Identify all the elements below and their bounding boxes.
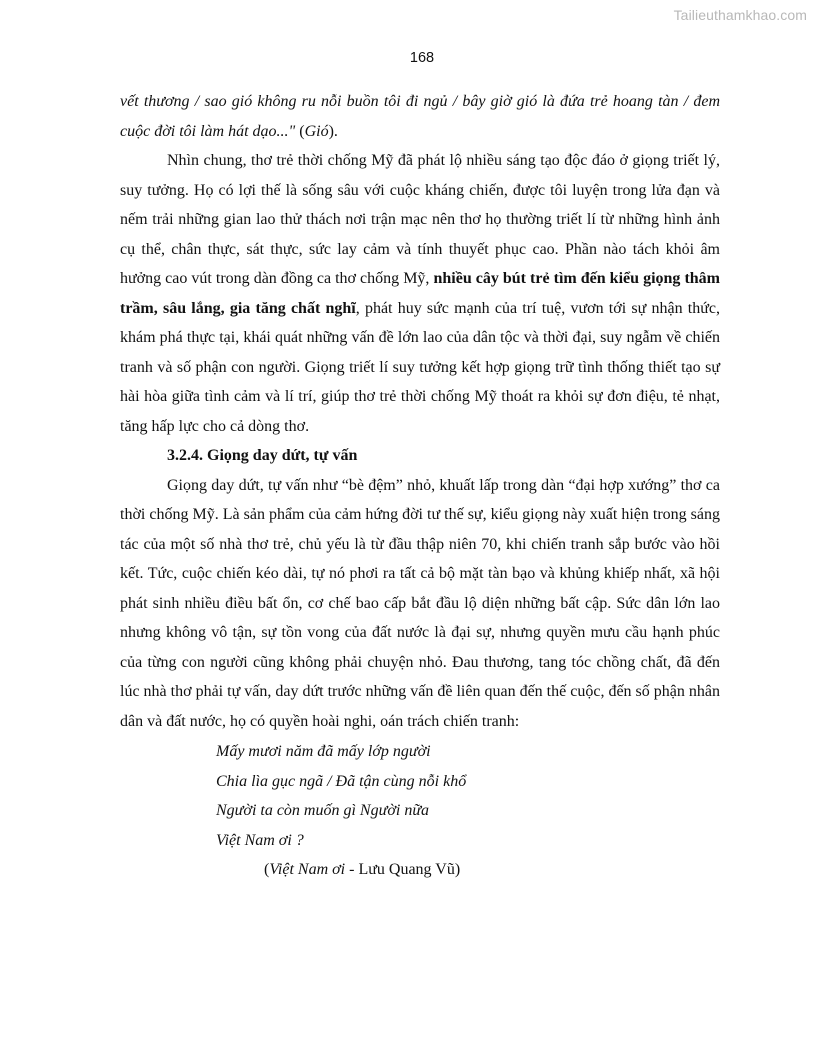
attribution-title: Việt Nam ơi xyxy=(269,861,346,878)
attribution-author: - Lưu Quang Vũ) xyxy=(345,861,461,878)
poem-block xyxy=(120,737,720,855)
poem-line: Chia lìa gục ngã / Đã tận cùng nỗi khổ xyxy=(216,772,467,790)
poem-line: Việt Nam ơi ? xyxy=(216,831,304,849)
body-paragraph-2: Giọng day dứt, tự vấn như “bè đệm” nhỏ, khuất lấp trong dàn “đại hợp xướng” thơ ca thời chống Mỹ. Là sản phẩm của cảm hứng đời tư thế sự, kiểu giọng này xuất hiện trong sáng tác của một số nhà thơ trẻ, chủ yếu là từ đầu thập niên 70, khi chiến tranh sắp bước vào hồi kết. Tức, cuộc chiến kéo dài, tự nó phơi ra tất cả bộ mặt tàn bạo và khủng khiếp nhất, xã hội phát sinh nhiều điều bất ổn, cơ chế bao cấp bắt đầu lộ diện những bất cập. Sức dân lớn lao nhưng không vô tận, sự tồn vong của đất nước là đại sự, nhưng quyền mưu cầu hạnh phúc của từng con người cũng không phải chuyện nhỏ. Đau thương, tang tóc chồng chất, đã đến lúc nhà thơ phải tự vấn, day dứt trước những vấn đề liên quan đến thế cuộc, đến số phận nhân dân và đất nước, họ có quyền hoài nghi, oán trách chiến tranh: xyxy=(120,476,720,730)
page-number: 168 xyxy=(409,50,435,66)
intro-quote-text: vết thương / sao gió không ru nỗi buồn tôi đi ngủ / bây giờ gió là đứa trẻ hoang tàn / đem cuộc đời tôi làm hát dạo..." xyxy=(120,93,720,140)
poem-attribution xyxy=(120,855,720,885)
section-heading: 3.2.4. Giọng day dứt, tự vấn xyxy=(167,447,358,464)
intro-quote-paragraph xyxy=(120,87,720,146)
paragraph-1-bold-text: nhiều cây bút trẻ tìm đến kiểu giọng thâm trầm, sâu lắng, gia tăng chất nghĩ xyxy=(120,270,721,317)
paragraph-1-text-before: Nhìn chung, thơ trẻ thời chống Mỹ đã phát lộ nhiều sáng tạo độc đáo ở giọng triết lý, suy tưởng. Họ có lợi thế là sống sâu với cuộc kháng chiến, được tôi luyện trong lửa đạn và nếm trải những gian lao thử thách nơi trận mạc nên thơ họ thường triết lí từ những hình ảnh cụ thể, chân thực, sát thực, sức lay cảm và tính thuyết phục cao. Phần nào tách khỏi âm hưởng cao vút trong dàn đồng ca thơ chống Mỹ, xyxy=(120,152,720,287)
poem-line: Mấy mươi năm đã mấy lớp người xyxy=(216,743,431,760)
attribution-open: ( xyxy=(264,861,270,878)
intro-quote-source-close: ). xyxy=(328,122,338,140)
watermark: Tailieuthamkhao.com xyxy=(673,7,807,23)
document-body xyxy=(120,87,720,885)
intro-quote-source-title: Gió xyxy=(304,122,329,140)
paragraph-1-text-after: , phát huy sức mạnh của trí tuệ, vươn tới sự nhận thức, khám phá thực tại, khái quát những vấn đề lớn lao của dân tộc và thời đại, suy ngẫm về chiến tranh và số phận con người. Giọng triết lí suy tưởng kết hợp giọng trữ tình thống thiết tạo sự hài hòa giữa tình cảm và lí trí, giúp thơ trẻ thời chống Mỹ thoát ra khỏi sự đơn điệu, tẻ nhạt, tăng hấp lực cho cả dòng thơ. xyxy=(120,299,721,435)
poem-line: Người ta còn muốn gì Người nữa xyxy=(216,802,430,819)
intro-quote-source-open: ( xyxy=(295,122,305,140)
body-paragraph-1 xyxy=(120,146,720,441)
